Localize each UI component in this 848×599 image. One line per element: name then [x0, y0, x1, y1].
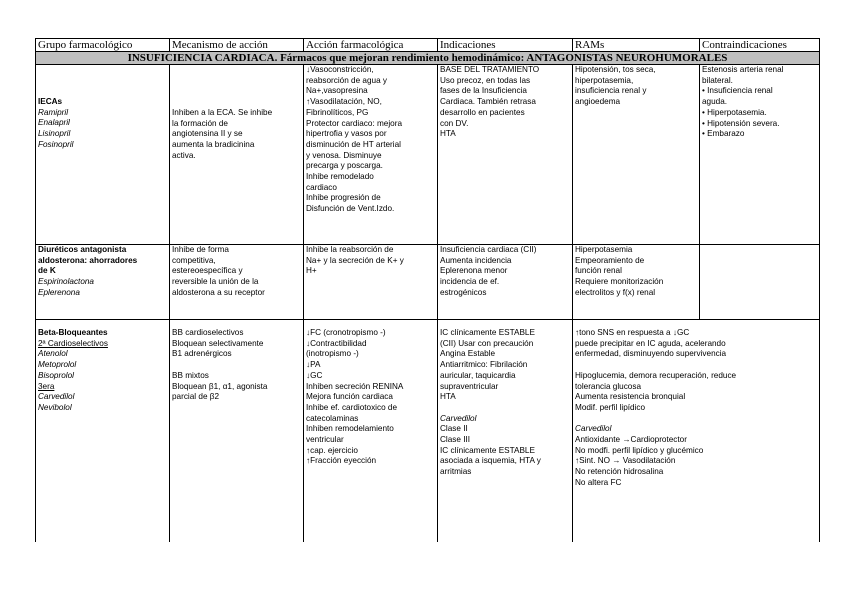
text-line: Insuficiencia cardiaca (CII) [440, 245, 537, 254]
text-line: Requiere monitorización [575, 277, 664, 287]
text-line: No altera FC [575, 477, 622, 487]
text-line: catecolaminas [306, 413, 359, 423]
text-line: fases de la Insuficiencia [440, 86, 527, 96]
text-line: competitiva, [172, 255, 216, 265]
text-line: hipertrofia y vasos por [306, 129, 387, 139]
text-line: Antiarritmico: Fibrilación [440, 360, 528, 370]
cell-mechanism-diuretics [170, 245, 304, 320]
section-banner: INSUFICIENCIA CARDIACA. Fármacos que mejoran rendimiento hemodinámico: ANTAGONISTAS NEUROHUMORALES [36, 52, 820, 65]
text-line: bilateral. [702, 75, 733, 85]
text-line: incidencia de ef. [440, 277, 500, 287]
text-line: Fibrinolíticos, PG [306, 107, 369, 117]
text-line: aumenta la bradicinina [172, 140, 255, 150]
text-line: Inhibe progresión de [306, 193, 381, 203]
text-line: la formación de [172, 118, 228, 128]
cell-indications-iecas [438, 65, 573, 245]
cell-rams-beta [573, 320, 820, 543]
header-action: Acción farmacológica [304, 39, 438, 52]
text-line: angiotensina II y se [172, 129, 243, 139]
text-line: estereoespecífica y [172, 266, 243, 276]
text-line: arritmias [440, 467, 472, 477]
cell-mechanism-iecas [170, 65, 304, 245]
text-line: Uso precoz, en todas las [440, 75, 531, 85]
text-line: Empeoramiento de [575, 255, 645, 265]
text-line: • Embarazo [702, 129, 745, 139]
text-line: puede precipitar en IC aguda, acelerando [575, 338, 726, 348]
drug-name: Fosinopril [38, 139, 74, 149]
text-line: parcial de β2 [172, 392, 220, 402]
drug-name: Lisinopril [38, 129, 71, 139]
cell-contra-diuretics [700, 245, 820, 320]
banner-row [36, 52, 820, 65]
text-line: Hipotensión, tos seca, [575, 65, 656, 74]
text-line: angioedema [575, 97, 621, 107]
text-line: ↓PA [306, 360, 321, 370]
drug-name: Eplerenona [38, 287, 80, 297]
text-line: Aumenta incidencia [440, 255, 512, 265]
text-line: IC clínicamente ESTABLE [440, 328, 535, 337]
drug-name: Carvedilol [38, 392, 75, 402]
text-line: Hiperpotasemia [575, 245, 633, 254]
drug-name: Ramipril [38, 107, 69, 117]
text-line: Clase III [440, 435, 471, 445]
spacer [440, 403, 570, 414]
text-line: ↑Fracción eyección [306, 456, 377, 466]
drug-name: Enalapril [38, 118, 70, 128]
text-line: disminución de HT arterial [306, 139, 401, 149]
group-title: IECAs [38, 97, 63, 106]
text-line: con DV. [440, 118, 469, 128]
cell-rams-iecas [573, 65, 700, 245]
text-line: aldosterona a su receptor [172, 287, 265, 297]
text-line: Inhibe remodelado [306, 172, 374, 182]
generation-label: 3era [38, 381, 55, 391]
cell-indications-beta [438, 320, 573, 543]
text-line: HTA [440, 129, 456, 139]
text-line: ↓FC (cronotropismo -) [306, 328, 386, 337]
text-line: ↓GC [306, 370, 323, 380]
header-indications: Indicaciones [438, 39, 573, 52]
text-line: Inhiben secreción RENINA [306, 381, 404, 391]
text-line: enfermedad, disminuyendo supervivencia [575, 349, 727, 359]
header-rams: RAMs [573, 39, 700, 52]
text-line: No modfi. perfil lipídico y glucémico [575, 445, 704, 455]
text-line: Inhiben a la ECA. Se inhibe [172, 108, 273, 117]
drug-name: Bisoprolol [38, 370, 74, 380]
text-line: ↓Vasoconstricción, [306, 65, 374, 74]
text-line: (CII) Usar con precaución [440, 338, 534, 348]
text-line: Aumenta resistencia bronquial [575, 392, 686, 402]
text-line: aguda. [702, 97, 728, 107]
text-line: hiperpotasemia, [575, 75, 634, 85]
text-line: ↑cap. ejercicio [306, 445, 358, 455]
text-line: HTA [440, 392, 456, 402]
row-iecas [36, 65, 820, 245]
text-line: Cardiaca. También retrasa [440, 97, 536, 107]
cell-group-iecas [36, 65, 170, 245]
text-line: Na+ y la secreción de K+ y [306, 255, 404, 265]
row-beta-blockers [36, 320, 820, 543]
text-line: Eplerenona menor [440, 266, 508, 276]
text-line: IC clínicamente ESTABLE [440, 445, 535, 455]
spacer [575, 414, 817, 425]
text-line: asociada a isquemia, HTA y [440, 456, 541, 466]
text-line: activa. [172, 150, 196, 160]
pharmacology-table [35, 38, 820, 542]
cell-action-beta [304, 320, 438, 543]
text-line: • Insuficiencia renal [702, 86, 773, 96]
drug-name: Nevibolol [38, 402, 72, 412]
cell-mechanism-beta [170, 320, 304, 543]
text-line: insuficiencia renal y [575, 86, 647, 96]
header-group: Grupo farmacológico [36, 39, 170, 52]
text-line: ↑Sint. NO → Vasodilatación [575, 456, 676, 466]
drug-name: Carvedilol [440, 413, 477, 423]
cell-contra-iecas [700, 65, 820, 245]
text-line: Na+,vasopresina [306, 86, 368, 96]
group-title: Diuréticos antagonista [38, 245, 127, 254]
group-title: Beta-Bloqueantes [38, 328, 108, 337]
header-contraindications: Contraindicaciones [700, 39, 820, 52]
group-title: de K [38, 266, 56, 276]
text-line: reversible la unión de la [172, 277, 259, 287]
spacer [575, 360, 817, 371]
text-line: Inhibe de forma [172, 245, 229, 254]
text-line: Bloquean selectivamente [172, 338, 264, 348]
drug-name: Atenolol [38, 349, 68, 359]
text-line: ventricular [306, 435, 344, 445]
text-line: tolerancia glucosa [575, 381, 641, 391]
spacer [172, 360, 301, 371]
text-line: función renal [575, 266, 622, 276]
text-line: Disfunción de Vent.Izdo. [306, 204, 395, 214]
text-line: H+ [306, 266, 317, 276]
drug-name: Metoprolol [38, 360, 77, 370]
text-line: Hipoglucemia, demora recuperación, reduce [575, 370, 737, 380]
text-line: Antioxidante →Cardioprotector [575, 435, 687, 444]
text-line: cardiaco [306, 182, 337, 192]
text-line: Modif. perfil lipídico [575, 402, 646, 412]
text-line: ↑tono SNS en respuesta a ↓GC [575, 328, 690, 337]
header-row [36, 39, 820, 52]
text-line: auricular, taquicardia [440, 370, 516, 380]
text-line: supraventricular [440, 381, 499, 391]
text-line: BB cardioselectivos [172, 328, 244, 337]
text-line: Inhiben remodelamiento [306, 424, 394, 434]
text-line: Inhibe ef. cardiotoxico de [306, 402, 398, 412]
text-line: desarrollo en pacientes [440, 107, 525, 117]
text-line: (inotropismo -) [306, 349, 359, 359]
text-line: Inhibe la reabsorción de [306, 245, 394, 254]
header-mechanism: Mecanismo de acción [170, 39, 304, 52]
text-line: Protector cardiaco: mejora [306, 118, 403, 128]
text-line: Estenosis arteria renal [702, 65, 784, 74]
group-subtitle: 2ª Cardioselectivos [38, 338, 108, 348]
text-line: electrolitos y f(x) renal [575, 287, 656, 297]
text-line: • Hiperpotasemia. [702, 107, 767, 117]
text-line: Angina Estable [440, 349, 496, 359]
cell-action-iecas [304, 65, 438, 245]
drug-name: Espirinolactona [38, 277, 94, 287]
text-line: Bloquean β1, α1, agonista [172, 381, 268, 391]
text-line: • Hipotensión severa. [702, 118, 780, 128]
cell-rams-diuretics [573, 245, 700, 320]
text-line: B1 adrenérgicos [172, 349, 232, 359]
text-line: Mejora función cardiaca [306, 392, 393, 402]
text-line: No retención hidrosalina [575, 467, 664, 477]
group-title: aldosterona: ahorradores [38, 255, 138, 265]
text-line: estrogénicos [440, 287, 487, 297]
drug-name: Carvedilol [575, 424, 612, 434]
text-line: reabsorción de agua y [306, 75, 388, 85]
cell-group-beta [36, 320, 170, 543]
cell-action-diuretics [304, 245, 438, 320]
cell-group-diuretics [36, 245, 170, 320]
text-line: y venosa. Disminuye [306, 150, 382, 160]
cell-indications-diuretics [438, 245, 573, 320]
text-line: precarga y poscarga. [306, 161, 383, 171]
text-line: Clase II [440, 424, 468, 434]
row-diuretics [36, 245, 820, 320]
text-line: BB mixtos [172, 370, 209, 380]
text-line: ↑Vasodilatación, NO, [306, 97, 382, 107]
text-line: BASE DEL TRATAMIENTO [440, 65, 540, 74]
text-line: ↓Contractibilidad [306, 338, 367, 348]
